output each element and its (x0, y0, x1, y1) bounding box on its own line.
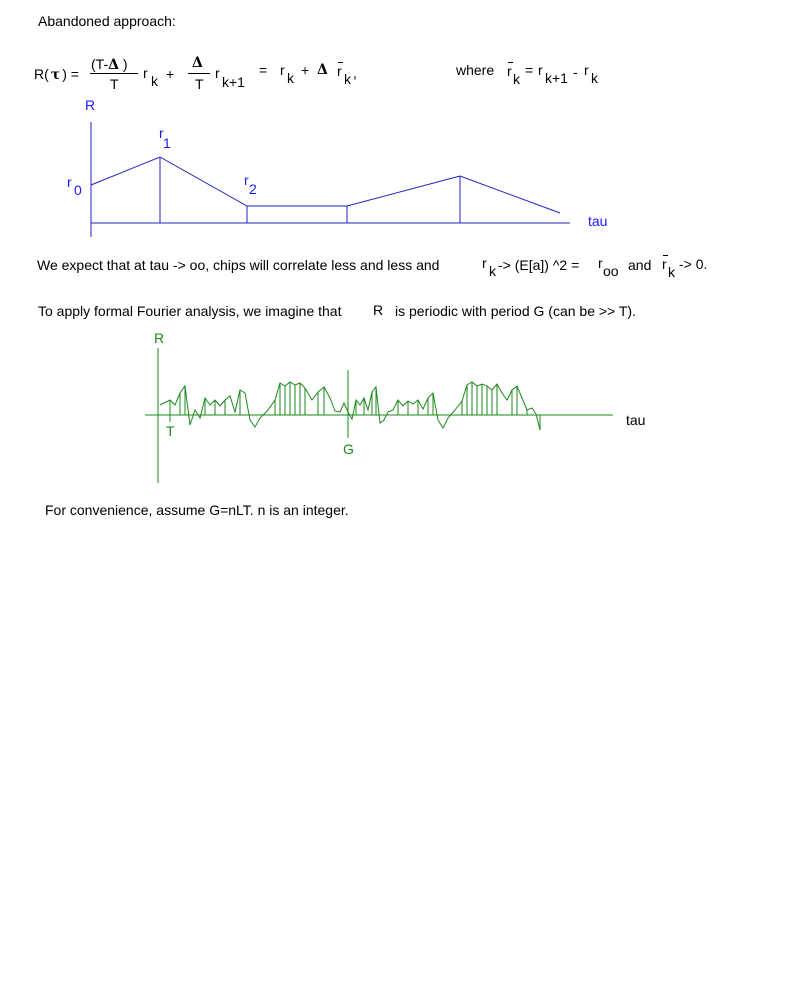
eq-lhs: R( τ ) = (34, 66, 79, 83)
eq-minus: - (573, 64, 578, 80)
eq-sub-k1: k+1 (222, 74, 245, 90)
eq-plus2: + (301, 62, 310, 78)
eq-plus1: + (166, 66, 175, 82)
eq-r-kb: r (584, 62, 589, 78)
fraction2-denominator: T (195, 76, 204, 92)
para2-text-b: is periodic with period G (can be >> T). (395, 303, 636, 319)
eq-rbar2: r (507, 63, 512, 79)
para1-and: and (628, 257, 652, 273)
para1-text-a: We expect that at tau -> oo, chips will correlate less and less and (37, 257, 440, 273)
diagram1-x-label: tau (588, 213, 608, 229)
eq-sub-kb: k (591, 70, 598, 86)
diagram1-y-label: R (85, 97, 96, 113)
para1-oo: oo (603, 263, 619, 279)
eq-rbar: r (337, 63, 342, 79)
para1-text-b: -> (E[a]) ^2 = (498, 257, 580, 273)
eq-sub-k1b: k+1 (545, 70, 568, 86)
label-r0-r: r (67, 174, 72, 190)
label-r2-r: r (244, 172, 249, 188)
para2-R: R (373, 302, 384, 318)
fraction1-denominator: T (110, 76, 119, 92)
fraction1-numerator: (T-Δ ) (91, 56, 128, 73)
para1-k2: k (668, 264, 675, 280)
diagram2-t-label: T (166, 423, 175, 439)
label-r1-sub: 1 (163, 135, 171, 151)
fraction2-numerator: Δ (192, 55, 203, 71)
label-r1-r: r (159, 125, 164, 141)
eq-equals2: = (525, 62, 534, 78)
eq-sub-k2: k (287, 70, 294, 86)
eq-equals: = (259, 62, 268, 78)
para1-text-c: -> 0. (679, 256, 708, 272)
eq-sub-k3: k (344, 71, 351, 87)
eq-delta: Δ (317, 62, 328, 78)
diagram2-waveform-1 (160, 382, 540, 430)
eq-r-k1: r (215, 65, 220, 81)
label-r2-sub: 2 (249, 181, 257, 197)
diagram2-y-label: R (154, 330, 165, 346)
eq-sub-k: k (151, 73, 158, 89)
eq-where: where (456, 62, 495, 78)
eq-r-k: r (143, 65, 148, 81)
eq-sub-k4: k (513, 71, 520, 87)
para1-r2: r (598, 255, 603, 271)
paragraph-3: For convenience, assume G=nLT. n is an integer. (45, 502, 349, 518)
para1-r: r (482, 255, 487, 271)
eq-r-k1b: r (538, 62, 543, 78)
para2-text-a: To apply formal Fourier analysis, we imagine that (38, 303, 342, 319)
eq-comma: , (353, 65, 357, 81)
para1-k: k (489, 263, 496, 279)
label-r0-sub: 0 (74, 182, 82, 198)
diagram2-g-label: G (343, 441, 354, 457)
eq-r-k2: r (280, 62, 285, 78)
para1-rbar: r (662, 256, 667, 272)
heading: Abandoned approach: (38, 13, 176, 29)
diagram2-x-label: tau (626, 412, 646, 428)
